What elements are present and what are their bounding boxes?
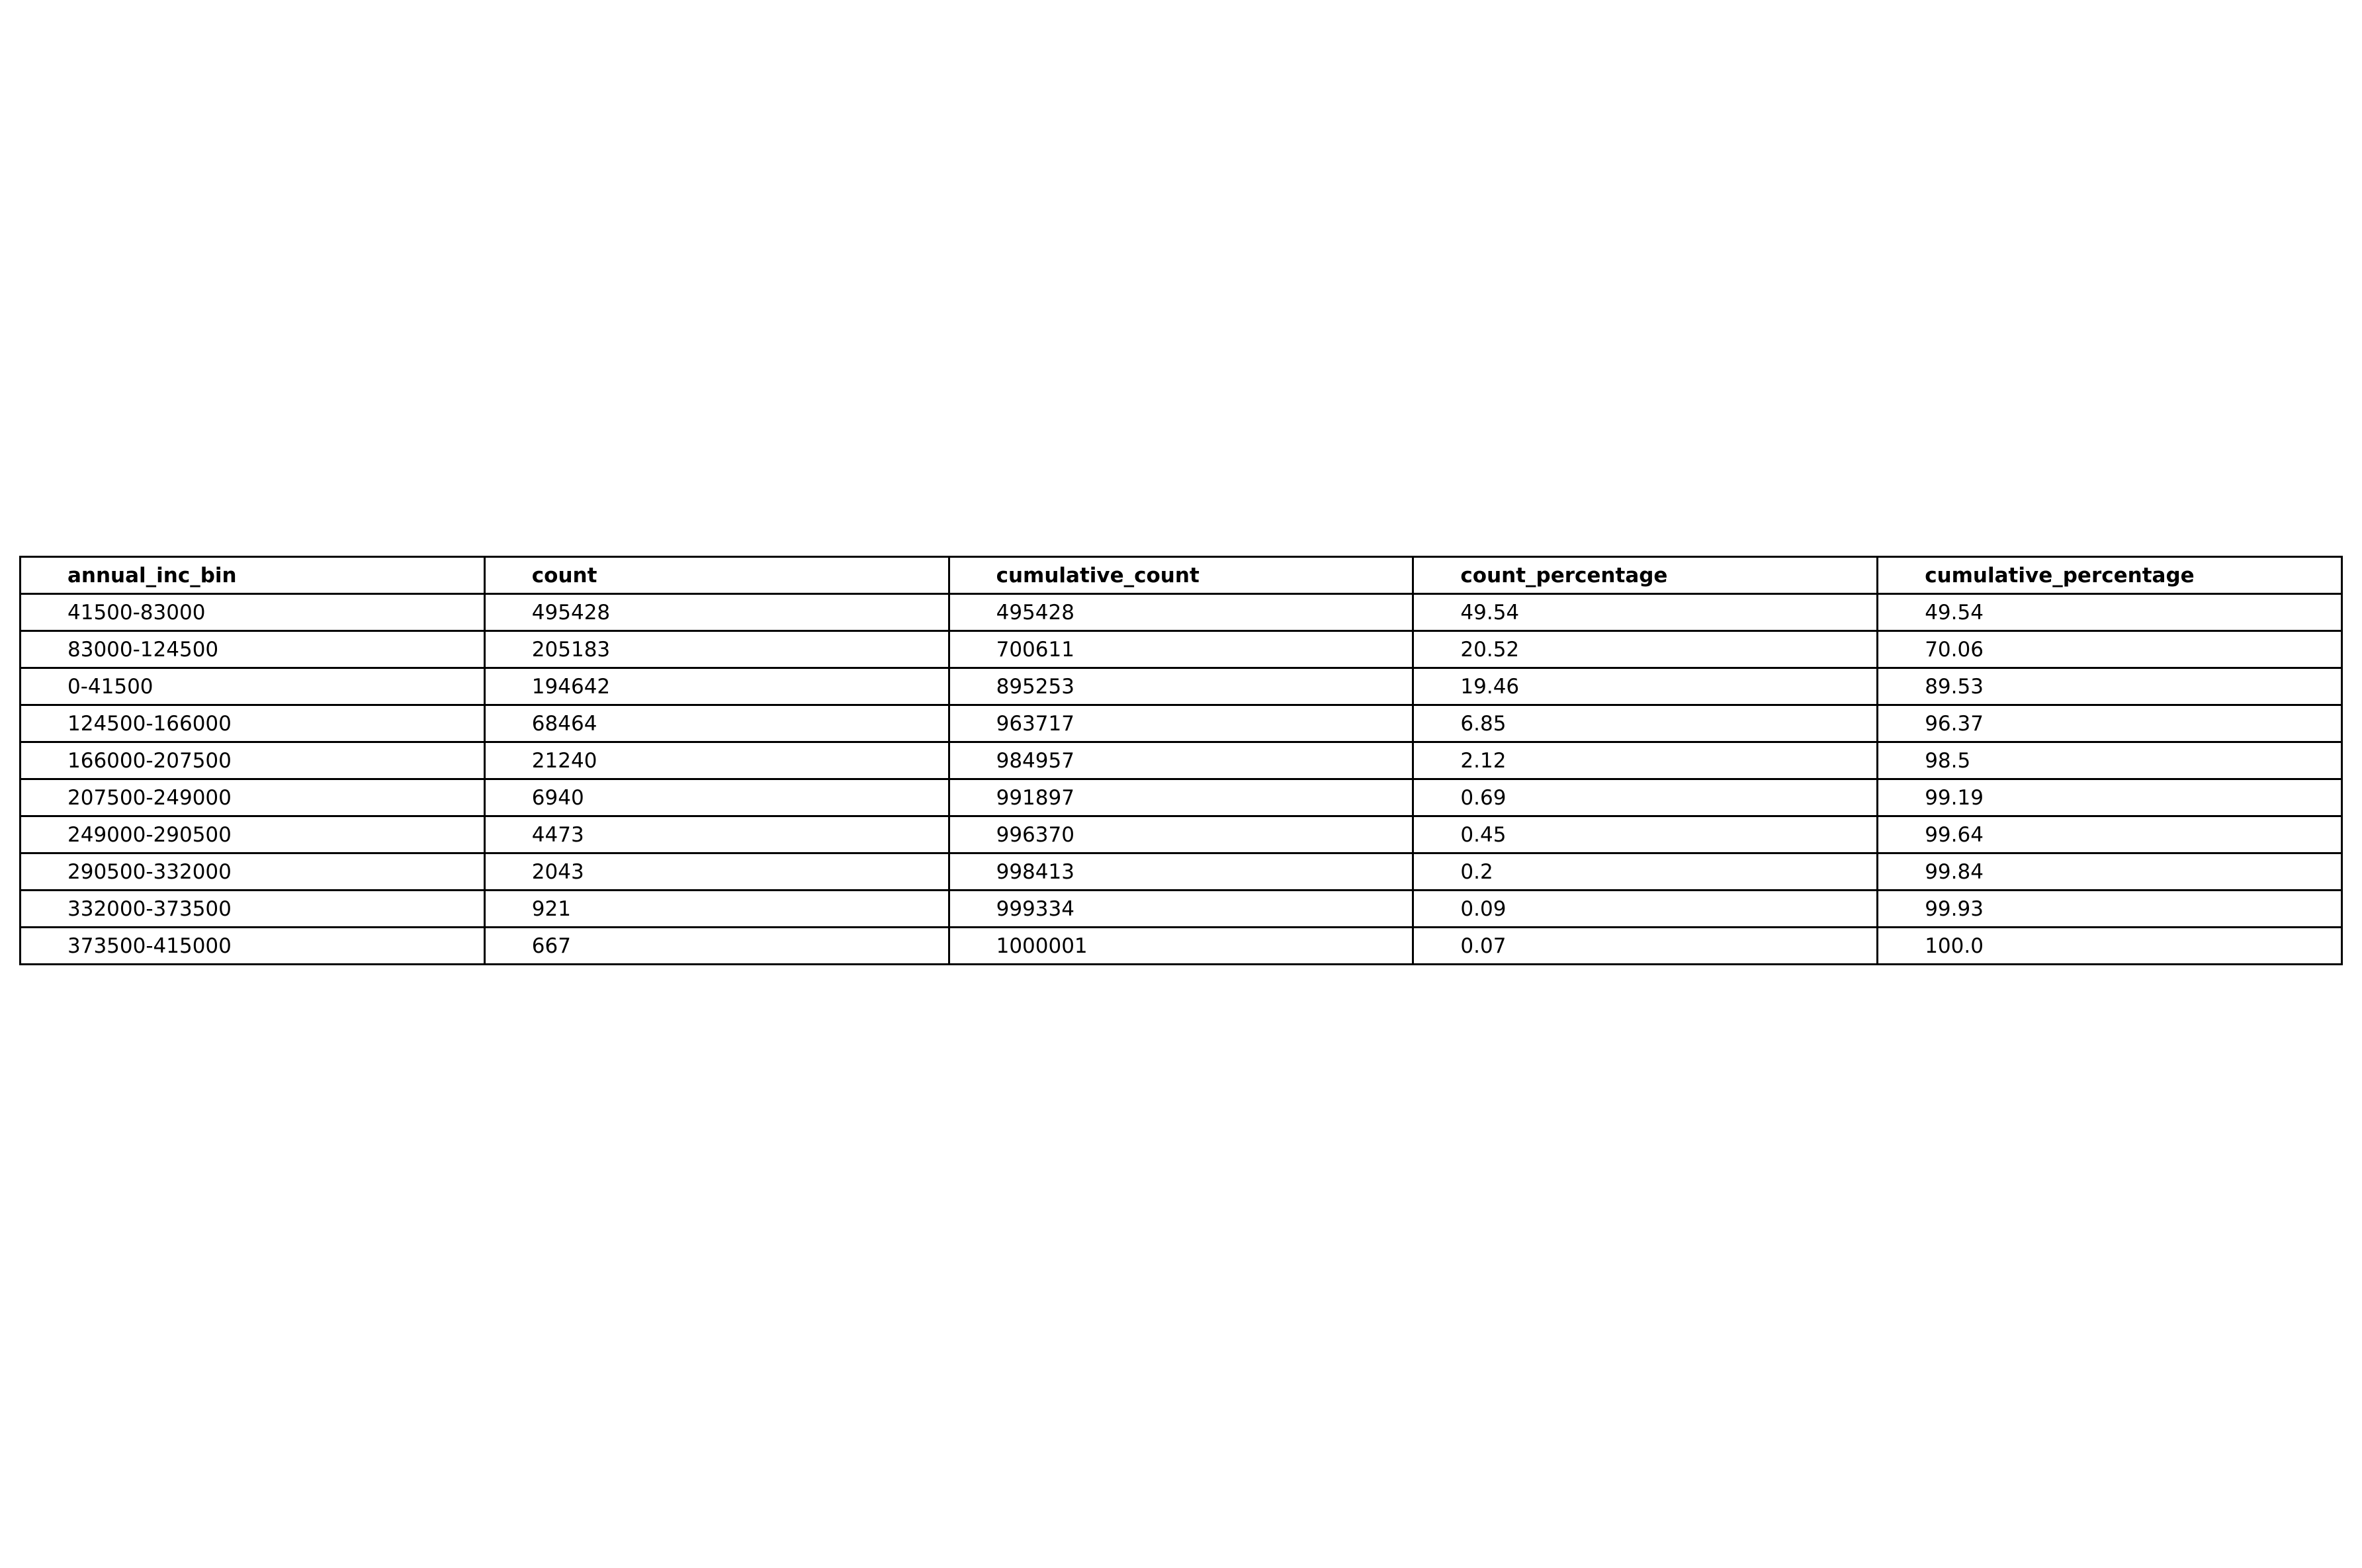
table-cell-count-percentage: 20.52 (1413, 631, 1878, 668)
table-row (21, 742, 2342, 779)
table-cell-count: 495428 (484, 594, 949, 631)
table-row (21, 891, 2342, 928)
table-cell-cumulative-percentage: 99.93 (1878, 891, 2342, 928)
table-cell-cumulative-count: 895253 (949, 668, 1413, 705)
table-cell-cumulative-count: 999334 (949, 891, 1413, 928)
data-table-container (19, 556, 2343, 965)
table-cell-annual-inc-bin: 41500-83000 (21, 594, 485, 631)
table-cell-count-percentage: 19.46 (1413, 668, 1878, 705)
table-cell-count-percentage: 0.2 (1413, 853, 1878, 891)
table-cell-annual-inc-bin: 373500-415000 (21, 928, 485, 965)
table-cell-cumulative-count: 963717 (949, 705, 1413, 742)
table-row (21, 705, 2342, 742)
table-row (21, 631, 2342, 668)
table-cell-count-percentage: 49.54 (1413, 594, 1878, 631)
table-cell-annual-inc-bin: 332000-373500 (21, 891, 485, 928)
table-cell-count-percentage: 0.69 (1413, 779, 1878, 816)
column-header-count-percentage: count_percentage (1413, 557, 1878, 594)
table-cell-cumulative-count: 996370 (949, 816, 1413, 853)
table-cell-cumulative-count: 1000001 (949, 928, 1413, 965)
table-cell-count-percentage: 6.85 (1413, 705, 1878, 742)
table-cell-count-percentage: 0.45 (1413, 816, 1878, 853)
table-body (21, 594, 2342, 965)
table-cell-annual-inc-bin: 249000-290500 (21, 816, 485, 853)
table-row (21, 816, 2342, 853)
column-header-cumulative-count: cumulative_count (949, 557, 1413, 594)
table-cell-annual-inc-bin: 0-41500 (21, 668, 485, 705)
table-cell-cumulative-count: 984957 (949, 742, 1413, 779)
table-header (21, 557, 2342, 594)
table-row (21, 928, 2342, 965)
table-cell-cumulative-percentage: 99.19 (1878, 779, 2342, 816)
table-cell-count: 6940 (484, 779, 949, 816)
data-table (19, 556, 2343, 965)
table-cell-annual-inc-bin: 207500-249000 (21, 779, 485, 816)
column-header-annual-inc-bin: annual_inc_bin (21, 557, 485, 594)
table-cell-cumulative-count: 495428 (949, 594, 1413, 631)
table-cell-annual-inc-bin: 83000-124500 (21, 631, 485, 668)
table-row (21, 668, 2342, 705)
table-cell-cumulative-percentage: 96.37 (1878, 705, 2342, 742)
table-cell-annual-inc-bin: 290500-332000 (21, 853, 485, 891)
table-cell-count: 4473 (484, 816, 949, 853)
table-cell-count-percentage: 2.12 (1413, 742, 1878, 779)
table-cell-cumulative-percentage: 100.0 (1878, 928, 2342, 965)
table-cell-count: 68464 (484, 705, 949, 742)
table-cell-count: 667 (484, 928, 949, 965)
table-cell-cumulative-count: 991897 (949, 779, 1413, 816)
column-header-count: count (484, 557, 949, 594)
table-cell-count-percentage: 0.07 (1413, 928, 1878, 965)
table-row (21, 853, 2342, 891)
table-cell-cumulative-count: 998413 (949, 853, 1413, 891)
table-row (21, 594, 2342, 631)
table-cell-count: 205183 (484, 631, 949, 668)
table-cell-cumulative-percentage: 70.06 (1878, 631, 2342, 668)
table-cell-count: 921 (484, 891, 949, 928)
table-cell-count: 2043 (484, 853, 949, 891)
table-cell-count: 21240 (484, 742, 949, 779)
table-row (21, 779, 2342, 816)
table-cell-cumulative-percentage: 99.84 (1878, 853, 2342, 891)
table-header-row (21, 557, 2342, 594)
table-cell-count: 194642 (484, 668, 949, 705)
table-cell-cumulative-percentage: 49.54 (1878, 594, 2342, 631)
table-cell-cumulative-percentage: 98.5 (1878, 742, 2342, 779)
table-cell-cumulative-percentage: 89.53 (1878, 668, 2342, 705)
table-cell-cumulative-count: 700611 (949, 631, 1413, 668)
table-cell-count-percentage: 0.09 (1413, 891, 1878, 928)
table-cell-cumulative-percentage: 99.64 (1878, 816, 2342, 853)
table-cell-annual-inc-bin: 166000-207500 (21, 742, 485, 779)
column-header-cumulative-percentage: cumulative_percentage (1878, 557, 2342, 594)
table-cell-annual-inc-bin: 124500-166000 (21, 705, 485, 742)
